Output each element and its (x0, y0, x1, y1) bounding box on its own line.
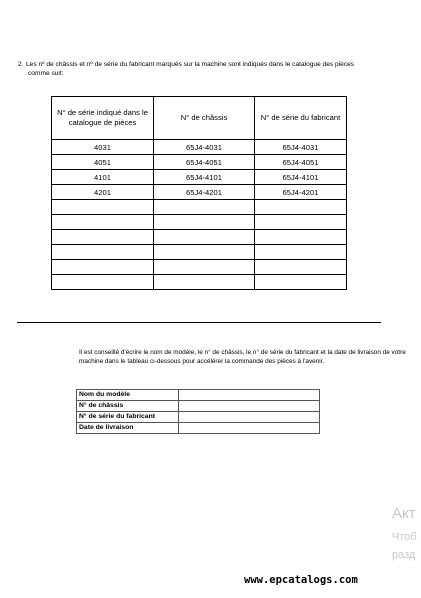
info-table-row (77, 390, 320, 401)
cell-chassis-number (154, 230, 255, 245)
cell-chassis-number (154, 245, 255, 260)
watermark-line-1: Акт (392, 505, 416, 522)
cell-manufacturer-serial (255, 260, 347, 275)
cell-manufacturer-serial (255, 245, 347, 260)
cell-catalogue-serial (52, 215, 154, 230)
cell-chassis-number (154, 200, 255, 215)
serial-table-row (52, 260, 347, 275)
serial-table-row (52, 185, 347, 200)
cell-manufacturer-serial (255, 230, 347, 245)
cell-chassis-number: 65J4-4051 (154, 155, 255, 170)
cell-catalogue-serial (52, 230, 154, 245)
item-number: 2. (18, 61, 24, 68)
header-manufacturer-serial: N° de série du fabricant (255, 97, 347, 140)
info-value-field (179, 390, 320, 401)
cell-catalogue-serial (52, 275, 154, 290)
cell-catalogue-serial (52, 200, 154, 215)
cell-catalogue-serial: 4051 (52, 155, 154, 170)
serial-number-table (51, 96, 347, 290)
serial-table-row (52, 245, 347, 260)
header-chassis-number: N° de châssis (154, 97, 255, 140)
intro-line-1: Les nº de châssis et nº de série du fabricant marqués sur la machine sont indiqués dans le catalogue des pièces (26, 61, 355, 68)
info-table-row (77, 401, 320, 412)
serial-table-row (52, 275, 347, 290)
cell-chassis-number (154, 215, 255, 230)
cell-manufacturer-serial (255, 200, 347, 215)
info-label: Date de livraison (77, 423, 179, 434)
section-divider (17, 322, 381, 323)
info-label: Nom du modèle (77, 390, 179, 401)
cell-chassis-number: 65J4-4101 (154, 170, 255, 185)
cell-catalogue-serial (52, 260, 154, 275)
cell-catalogue-serial: 4201 (52, 185, 154, 200)
info-value-field (179, 412, 320, 423)
cell-chassis-number (154, 275, 255, 290)
intro-line-2: comme suit: (28, 70, 64, 77)
serial-table-row (52, 155, 347, 170)
cell-catalogue-serial: 4031 (52, 140, 154, 155)
cell-catalogue-serial (52, 245, 154, 260)
watermark-line-2: Чтоб (392, 531, 417, 543)
footer-website: www.epcatalogs.com (244, 574, 358, 586)
machine-info-table (76, 389, 320, 434)
header-catalogue-serial: N° de série indiqué dans le catalogue de pièces (52, 97, 154, 140)
intro-paragraph (18, 60, 398, 78)
cell-manufacturer-serial: 65J4-4101 (255, 170, 347, 185)
serial-table-header-row (52, 97, 347, 140)
info-value-field (179, 401, 320, 412)
serial-table-row (52, 215, 347, 230)
serial-table-row (52, 200, 347, 215)
info-value-field (179, 423, 320, 434)
info-label: N° de châssis (77, 401, 179, 412)
cell-manufacturer-serial: 65J4-4031 (255, 140, 347, 155)
info-table-row (77, 412, 320, 423)
cell-chassis-number: 65J4-4201 (154, 185, 255, 200)
advice-paragraph: Il est conseillé d'écrire le nom de modèle, le n° de châssis, le n° de série du fabricant et la date de livraison de votre machine dans le tableau ci-dessous pour accélérer la commande des pièces à l'avenir. (79, 349, 406, 365)
cell-catalogue-serial: 4101 (52, 170, 154, 185)
cell-manufacturer-serial (255, 275, 347, 290)
activation-watermark (392, 504, 421, 563)
serial-table-row (52, 140, 347, 155)
cell-manufacturer-serial: 65J4-4201 (255, 185, 347, 200)
watermark-line-3: разд (392, 549, 416, 561)
cell-chassis-number: 65J4-4031 (154, 140, 255, 155)
serial-table-row (52, 170, 347, 185)
cell-chassis-number (154, 260, 255, 275)
info-label: N° de série du fabricant (77, 412, 179, 423)
serial-table-row (52, 230, 347, 245)
cell-manufacturer-serial (255, 215, 347, 230)
cell-manufacturer-serial: 65J4-4051 (255, 155, 347, 170)
info-table-row (77, 423, 320, 434)
